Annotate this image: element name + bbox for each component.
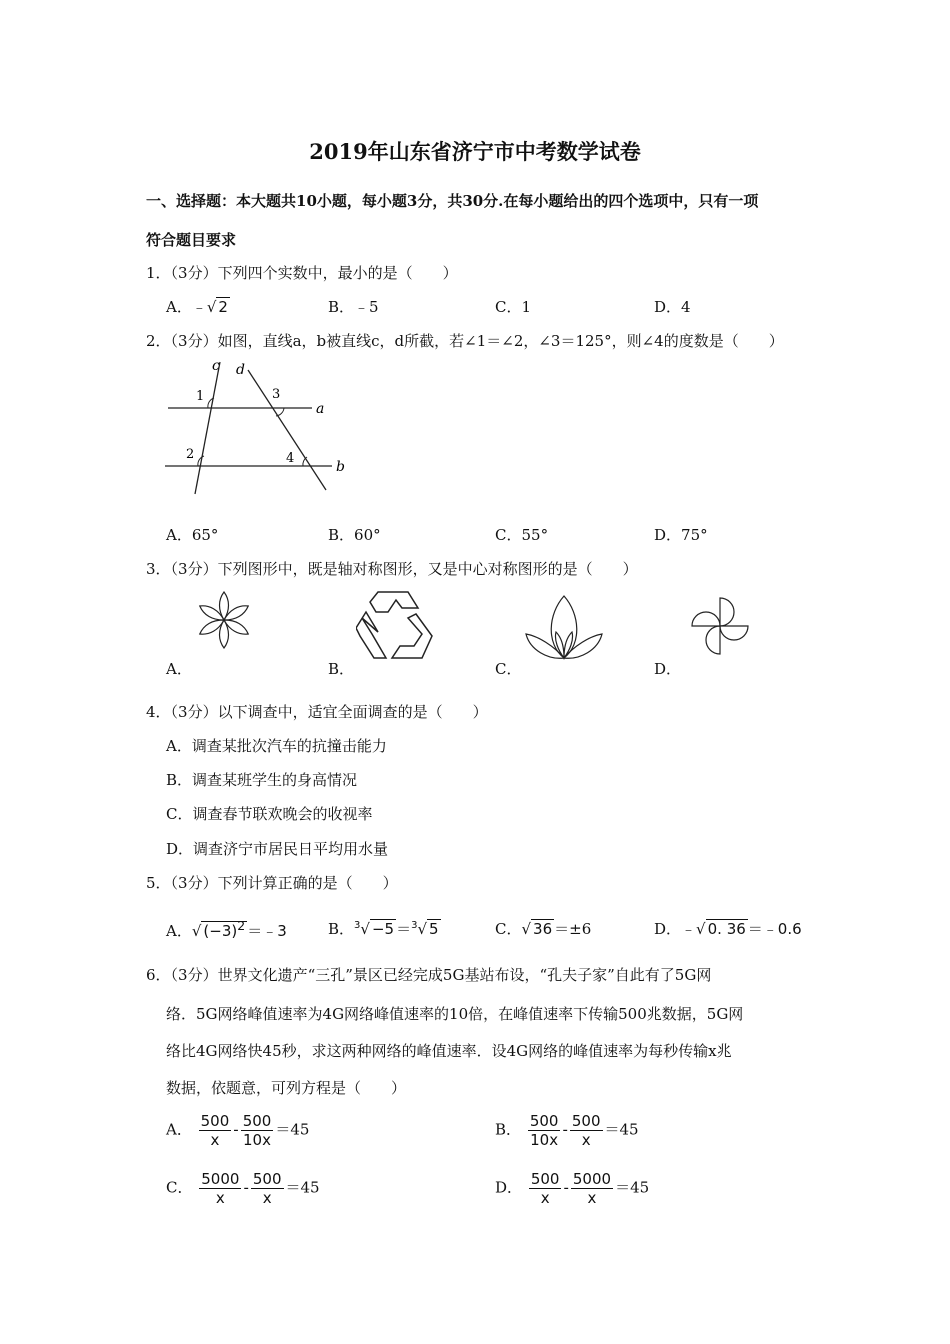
q6-line4: 数据，依题意，可列方程是（ ） xyxy=(166,1079,407,1097)
q6-option-c[interactable] xyxy=(166,1170,320,1207)
q3-option-a[interactable]: A． xyxy=(166,660,192,678)
q1-option-a[interactable]: A．﹣√ 2 xyxy=(166,298,228,316)
fig-angle-1: 1 xyxy=(196,389,205,404)
q5-stem: 5．（3分）下列计算正确的是（ ） xyxy=(146,874,398,892)
q1-a-radicand: 2 xyxy=(218,298,228,316)
q2-option-b[interactable]: B．60° xyxy=(328,526,381,544)
q6-c-minus: - xyxy=(243,1178,249,1197)
q6-line3: 络比4G网络快45秒，求这两种网络的峰值速率．设4G网络的峰值速率为每秒传输x兆 xyxy=(166,1042,732,1060)
q3-option-d[interactable]: D． xyxy=(654,660,682,678)
q5-d-radicand: 0. 36 xyxy=(707,920,746,938)
fig-label-b: b xyxy=(336,459,345,475)
q5-c-result: ＝±6 xyxy=(554,920,592,938)
q6-d-frac2: $\frac{5000}{x}$ xyxy=(572,1170,612,1207)
q6-a-minus: - xyxy=(233,1120,239,1139)
q5-a-radicand xyxy=(201,918,247,940)
q6-a-label: A． xyxy=(166,1120,192,1139)
q1-option-b[interactable]: B．﹣5 xyxy=(328,298,379,316)
q6-c-frac1: $\frac{5000}{x}$ xyxy=(201,1170,240,1207)
q3-figure-c-lotus-icon xyxy=(524,594,604,660)
fig-angle-2: 2 xyxy=(186,447,195,462)
fig-label-c: c xyxy=(212,358,220,374)
q5-c-label: C． xyxy=(495,920,522,938)
q1-option-c[interactable]: C．1 xyxy=(495,298,532,316)
q1-a-label: A． xyxy=(166,298,192,316)
page-title: 2019年山东省济宁市中考数学试卷 xyxy=(309,139,641,164)
q6-line2: 络．5G网络峰值速率为4G网络峰值速率的10倍，在峰值速率下传输500兆数据，5G网 xyxy=(166,1005,744,1023)
q6-d-frac1: $\frac{500}{x}$ xyxy=(530,1170,560,1207)
q5-c-radicand: 36 xyxy=(533,920,553,938)
q5-b-index1: 3 xyxy=(354,920,361,931)
q5-b-index2: 3 xyxy=(411,920,418,931)
q6-option-b[interactable] xyxy=(495,1112,639,1149)
q6-a-frac2: $\frac{500}{10x}$ xyxy=(242,1112,272,1149)
q2-option-d[interactable]: D．75° xyxy=(654,526,708,544)
q5-a-result: ＝﹣3 xyxy=(247,922,287,940)
q5-d-result: ＝﹣0.6 xyxy=(747,920,802,938)
q5-b-radicand2: 5 xyxy=(429,920,439,938)
q5-option-b[interactable]: B．$^3$√ −5 ＝$^3$√ 5 xyxy=(328,920,439,938)
fig-angle-4: 4 xyxy=(286,451,295,466)
q6-c-frac2: $\frac{500}{x}$ xyxy=(252,1170,282,1207)
q3-figure-a-flower-icon xyxy=(190,590,258,650)
q4-stem: 4．（3分）以下调查中，适宜全面调查的是（ ） xyxy=(146,703,488,721)
q6-b-minus: - xyxy=(562,1120,568,1139)
q2-option-a[interactable]: A．65° xyxy=(166,526,219,544)
q6-a-rest: ＝45 xyxy=(275,1120,310,1139)
q6-d-rest: ＝45 xyxy=(615,1178,650,1197)
q6-option-d[interactable] xyxy=(495,1170,649,1207)
q6-b-frac2: $\frac{500}{x}$ xyxy=(571,1112,601,1149)
q6-b-rest: ＝45 xyxy=(604,1120,639,1139)
fig-label-d: d xyxy=(236,362,245,378)
q5-a-base: (−3) xyxy=(203,922,238,940)
q5-a-exponent: 2 xyxy=(237,918,246,933)
q6-b-label: B． xyxy=(495,1120,522,1139)
q5-b-equals: ＝ xyxy=(396,920,412,938)
q5-d-label: D． xyxy=(654,920,682,938)
q5-b-label: B． xyxy=(328,920,355,938)
fig-angle-3: 3 xyxy=(272,387,281,402)
q6-a-frac1: $\frac{500}{x}$ xyxy=(200,1112,230,1149)
q6-c-rest: ＝45 xyxy=(285,1178,320,1197)
q4-option-a[interactable]: A．调查某批次汽车的抗撞击能力 xyxy=(166,737,387,755)
q3-option-c[interactable]: C． xyxy=(495,660,522,678)
q5-a-label: A． xyxy=(166,922,192,940)
q6-d-minus: - xyxy=(563,1178,569,1197)
q5-option-d[interactable]: D．﹣√ 0. 36 ＝﹣0.6 xyxy=(654,920,802,938)
q5-b-radicand1: −5 xyxy=(371,920,395,938)
q5-option-a[interactable]: A．√ $(-3)^2$ ＝﹣3 xyxy=(166,918,287,940)
fig-label-a: a xyxy=(316,401,325,417)
q6-d-label: D． xyxy=(495,1178,523,1197)
section-heading-line2: 符合题目要求 xyxy=(146,231,237,249)
q6-line1: 6．（3分）世界文化遗产“三孔”景区已经完成5G基站布设，“孔夫子家”自此有了5G网 xyxy=(146,966,712,984)
q4-option-d[interactable]: D．调查济宁市居民日平均用水量 xyxy=(166,840,389,858)
q6-c-label: C． xyxy=(166,1178,193,1197)
q6-option-a[interactable] xyxy=(166,1112,309,1149)
q1-stem: 1．（3分）下列四个实数中，最小的是（ ） xyxy=(146,264,458,282)
section-heading-line1: 一、选择题：本大题共10小题，每小题3分，共30分.在每小题给出的四个选项中，只有一项 xyxy=(146,192,759,210)
q3-figure-b-recycle-icon xyxy=(356,588,436,662)
q1-a-prefix: ﹣ xyxy=(191,298,207,316)
q5-d-prefix: ﹣ xyxy=(681,920,697,938)
q2-stem: 2．（3分）如图，直线a，b被直线c，d所截，若∠1＝∠2，∠3＝125°，则∠4的度数是（ ） xyxy=(146,332,784,350)
q5-option-c[interactable]: C．√ 36 ＝±6 xyxy=(495,920,592,938)
q3-option-b[interactable]: B． xyxy=(328,660,355,678)
q3-figure-d-pinwheel-icon xyxy=(688,594,752,658)
q4-option-b[interactable]: B．调查某班学生的身高情况 xyxy=(166,771,358,789)
q3-stem: 3．（3分）下列图形中，既是轴对称图形，又是中心对称图形的是（ ） xyxy=(146,560,638,578)
q4-option-c[interactable]: C．调查春节联欢晚会的收视率 xyxy=(166,805,373,823)
q6-b-frac1: $\frac{500}{10x}$ xyxy=(529,1112,559,1149)
q2-option-c[interactable]: C．55° xyxy=(495,526,549,544)
q2-figure xyxy=(160,356,360,498)
q1-option-d[interactable]: D．4 xyxy=(654,298,691,316)
